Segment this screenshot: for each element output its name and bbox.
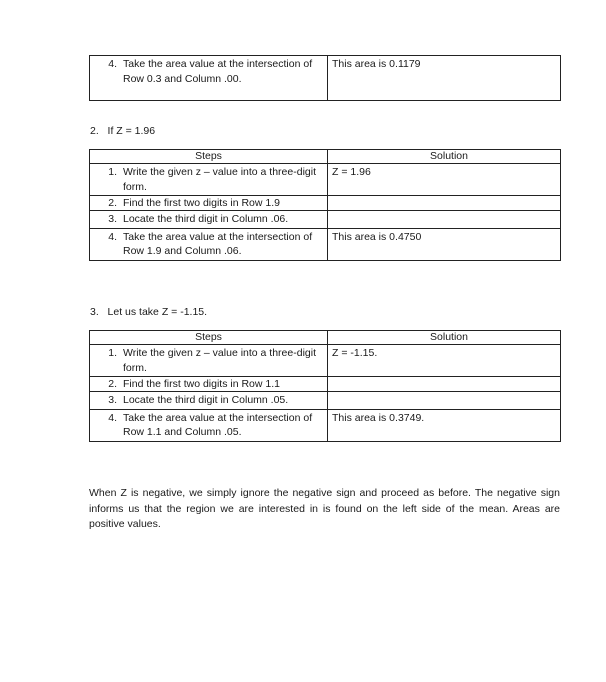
step-text: Write the given z – value into a three-digit form. [123, 166, 316, 193]
step-cell [90, 56, 328, 101]
step-cell [90, 377, 328, 392]
step-number: 1. [108, 347, 117, 359]
step-text: Find the first two digits in Row 1.1 [123, 378, 280, 390]
table-header-row [90, 331, 561, 345]
section-heading-2 [90, 125, 155, 137]
steps-table-2 [89, 149, 561, 261]
column-header-steps: Steps [90, 150, 328, 164]
step-cell [90, 409, 328, 441]
step-text: Take the area value at the intersection of Row 1.1 and Column .05. [123, 411, 313, 438]
table-row [90, 377, 561, 392]
table-row [90, 392, 561, 410]
step-number: 2. [108, 378, 117, 390]
solution-cell: This area is 0.1179 [328, 56, 561, 101]
column-header-steps: Steps [90, 331, 328, 345]
step-number: 4. [108, 58, 117, 70]
table-row [90, 228, 561, 260]
solution-cell [328, 377, 561, 392]
section-heading-3 [90, 306, 207, 318]
step-cell [90, 228, 328, 260]
table-row [90, 56, 561, 101]
step-text: Take the area value at the intersection of Row 1.9 and Column .06. [123, 230, 313, 257]
step-cell [90, 164, 328, 196]
solution-cell: This area is 0.4750 [328, 228, 561, 260]
step-text: Write the given z – value into a three-digit form. [123, 347, 316, 374]
table-row [90, 164, 561, 196]
step-text: Locate the third digit in Column .06. [123, 213, 289, 225]
step-number: 2. [108, 197, 117, 209]
column-header-solution: Solution [328, 331, 561, 345]
step-cell [90, 196, 328, 211]
explanation-paragraph: When Z is negative, we simply ignore the negative sign and proceed as before. The negative sign informs us that the region we are interested in is found on the left side of the mean. Areas are positive values. [89, 487, 560, 530]
steps-table-3 [89, 330, 561, 442]
heading-number: 3. [90, 306, 99, 318]
table-row [90, 211, 561, 229]
solution-cell [328, 392, 561, 410]
step-number: 3. [108, 213, 117, 225]
step-number: 4. [108, 230, 117, 243]
table-row [90, 196, 561, 211]
step-text: Find the first two digits in Row 1.9 [123, 197, 280, 209]
step-number: 4. [108, 411, 117, 424]
step-cell [90, 211, 328, 229]
table-header-row [90, 150, 561, 164]
solution-cell [328, 211, 561, 229]
heading-text: Let us take Z = -1.15. [107, 306, 208, 318]
step-cell [90, 345, 328, 377]
solution-cell: This area is 0.3749. [328, 409, 561, 441]
heading-number: 2. [90, 125, 99, 137]
solution-cell: Z = -1.15. [328, 345, 561, 377]
steps-table-1 [89, 55, 561, 101]
heading-text: If Z = 1.96 [107, 125, 156, 137]
table-row [90, 409, 561, 441]
step-number: 1. [108, 166, 117, 178]
table-row [90, 345, 561, 377]
step-number: 3. [108, 394, 117, 406]
step-cell [90, 392, 328, 410]
step-text: Locate the third digit in Column .05. [123, 394, 289, 406]
step-text: Take the area value at the intersection of Row 0.3 and Column .00. [123, 58, 313, 85]
solution-cell [328, 196, 561, 211]
column-header-solution: Solution [328, 150, 561, 164]
solution-cell: Z = 1.96 [328, 164, 561, 196]
